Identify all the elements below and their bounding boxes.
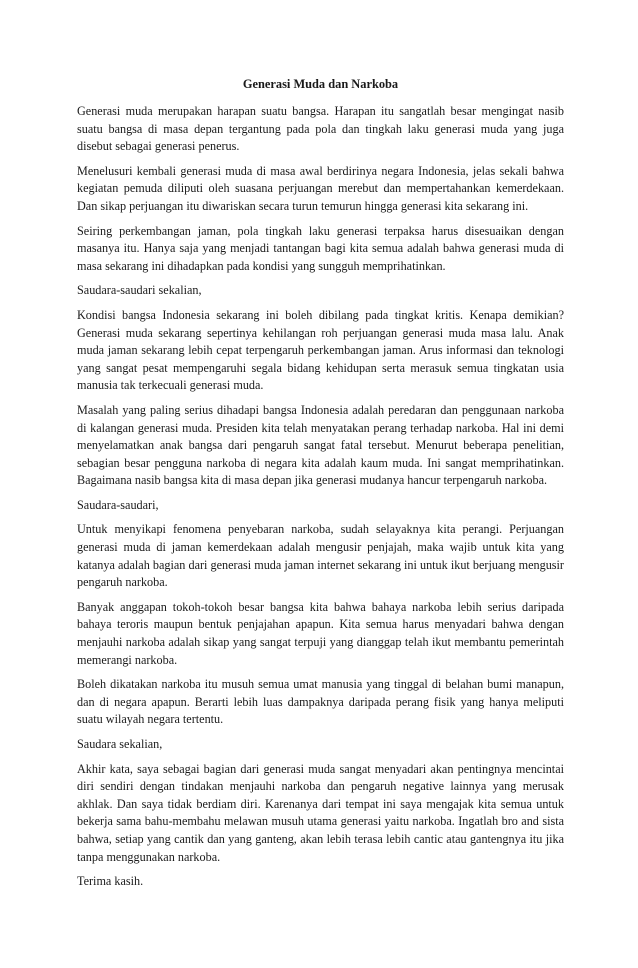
paragraph-salutation: Saudara-saudari sekalian, bbox=[77, 283, 202, 298]
document-page bbox=[77, 0, 564, 891]
paragraph-enemy: Boleh dikatakan narkoba itu musuh semua umat manusia yang tinggal di belahan bumi manapun, dan di negara apapun. Berarti lebih luas dampaknya daripada perang fisik yang hanya meliputi suatu wilayah negara tertentu. bbox=[77, 677, 564, 727]
paragraph-thanks: Terima kasih. bbox=[77, 874, 144, 889]
paragraph-drug-problem: Masalah yang paling serius dihadapi bangsa Indonesia adalah peredaran dan penggunaan narkoba di kalangan generasi muda. Presiden kita telah menyatakan perang terhadap narkoba. Hal ini demi menyelamatkan anak bangsa dari pengaruh sangat fatal tersebut. Menurut beberapa penelitian, sebagian besar pengguna narkoba di negara kita adalah kaum muda. Ini sangat memprihatinkan. Bagaimana nasib bangsa kita di masa depan jika generasi mudanya hancur terpengaruh narkoba. bbox=[77, 402, 564, 488]
paragraph-critical-condition: Kondisi bangsa Indonesia sekarang ini boleh dibilang pada tingkat kritis. Kenapa demikian? Generasi muda sekarang sepertinya kehilangan roh perjuangan generasi muda masa lalu. Anak muda jaman sekarang lebih cepat terpengaruh perkembangan jaman. Arus informasi dan teknologi yang sangat pesat mempengaruhi segala bidang kehidupan serta merasuk semua tingkatan usia manusia tak terkecuali generasi muda. bbox=[77, 307, 564, 393]
paragraph-challenge: Seiring perkembangan jaman, pola tingkah laku generasi terpaksa harus disesuaikan dengan masanya itu. Hanya saja yang menjadi tantangan bagi kita semua adalah bahwa generasi muda di masa sekarang ini dihadapkan pada kondisi yang sungguh memprihatinkan. bbox=[77, 223, 564, 273]
paragraph-fight: Untuk menyikapi fenomena penyebaran narkoba, sudah selayaknya kita perangi. Perjuangan generasi muda di jaman kemerdekaan adalah mengusir penjajah, maka wajib untuk kita yang katanya adalah bagian dari generasi muda jaman internet sekarang ini untuk ikut berjuang mengusir pengaruh narkoba. bbox=[77, 522, 564, 590]
document-title: Generasi Muda dan Narkoba bbox=[242, 77, 399, 91]
paragraph-closing: Akhir kata, saya sebagai bagian dari generasi muda sangat menyadari akan pentingnya mencintai diri sendiri dengan tindakan menjauhi narkoba dan pengaruh negative lainnya yang merusak akhlak. Dan saya tidak berdiam diri. Karenanya dari tempat ini saya mengajak kita semua untuk bekerja sama bahu-membahu melawan musuh utama generasi yaitu narkoba. Ingatlah bro and sista bahwa, setiap yang cantik dan yang ganteng, akan lebih terasa lebih cantic atau gantengnya itu jika tanpa menggunakan narkoba. bbox=[77, 761, 564, 864]
paragraph-danger: Banyak anggapan tokoh-tokoh besar bangsa kita bahwa bahaya narkoba lebih serius daripada bahaya teroris maupun bentuk penjajahan apapun. Kita semua harus menyadari bahwa dengan menjauhi narkoba adalah sikap yang sangat terpuji yang dianggap telah ikut membantu pemerintah memerangi narkoba. bbox=[77, 599, 564, 667]
paragraph-intro: Generasi muda merupakan harapan suatu bangsa. Harapan itu sangatlah besar mengingat nasib suatu bangsa di masa depan tergantung pada pola dan tingkah laku generasi muda yang juga disebut sebagai generasi penerus. bbox=[77, 104, 564, 154]
paragraph-salutation: Saudara-saudari, bbox=[77, 497, 159, 512]
paragraph-salutation: Saudara sekalian, bbox=[77, 737, 163, 751]
paragraph-history: Menelusuri kembali generasi muda di masa awal berdirinya negara Indonesia, jelas sekali bahwa kegiatan pemuda diliputi oleh suasana perjuangan merebut dan mempertahankan kemerdekaan. Dan sikap perjuangan itu diwariskan secara turun temurun hingga generasi kita sekarang ini. bbox=[77, 163, 564, 213]
